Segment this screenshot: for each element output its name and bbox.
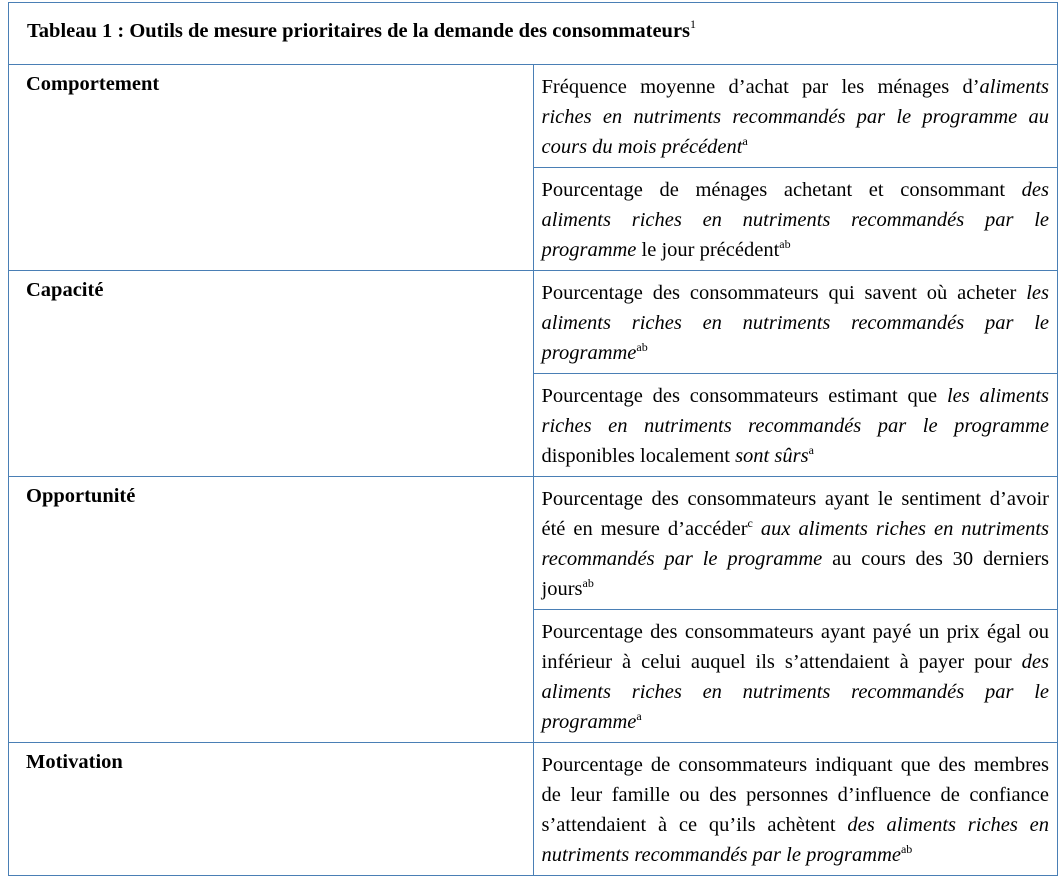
indicator-cell	[533, 477, 1058, 610]
category-motivation: Motivation	[9, 743, 534, 876]
indicator-text: Pourcentage des consommateurs qui savent où acheter	[541, 282, 1027, 304]
indicator-footnote: ab	[900, 842, 913, 856]
table-row	[9, 477, 1058, 610]
indicator-italic-text: des aliments riches en nutriments recommandés par le programme	[541, 814, 1050, 866]
table-row	[9, 271, 1058, 374]
indicator-text: le jour précédent	[636, 239, 780, 261]
table-row	[9, 65, 1058, 168]
indicator-footnote: ab	[582, 576, 594, 590]
indicator-footnote: ab	[779, 237, 791, 251]
category-comportement: Comportement	[9, 65, 534, 271]
indicator-italic-text: aliments riches en nutriments recommandés par le programme au cours du mois précédent	[541, 76, 1049, 158]
indicator-italic-text: les aliments riches en nutriments recommandés par le programme	[541, 385, 1049, 437]
indicator-cell	[533, 168, 1058, 271]
indicator-text: Pourcentage de ménages achetant et consommant	[541, 179, 1022, 201]
indicator-text: Pourcentage des consommateurs estimant que	[541, 385, 947, 407]
category-capacite: Capacité	[9, 271, 534, 477]
indicator-text	[753, 518, 761, 540]
indicator-cell	[533, 271, 1058, 374]
demand-measurement-table	[8, 2, 1058, 876]
indicator-text: disponibles localement	[541, 445, 736, 467]
indicator-footnote: c	[747, 516, 753, 530]
indicator-italic-text: des aliments riches en nutriments recommandés par le programme	[541, 179, 1049, 261]
table-title-footnote: 1	[690, 17, 697, 31]
indicator-italic-text: sont sûrs	[735, 445, 809, 467]
indicator-cell	[533, 374, 1058, 477]
table-title-cell	[9, 3, 1058, 65]
indicator-footnote: ab	[636, 340, 648, 354]
table-title-row	[9, 3, 1058, 65]
category-opportunite: Opportunité	[9, 477, 534, 743]
indicator-cell	[533, 743, 1058, 876]
indicator-footnote: a	[742, 134, 748, 148]
indicator-text: au cours des 30 derniers jours	[541, 548, 1049, 600]
indicator-text: Fréquence moyenne d’achat par les ménages d’	[541, 76, 980, 98]
indicator-cell	[533, 610, 1058, 743]
indicator-text: Pourcentage des consommateurs ayant payé un prix égal ou inférieur à celui auquel ils s’attendaient à payer pour	[541, 621, 1049, 673]
indicator-text: Pourcentage de consommateurs indiquant que des membres de leur famille ou des personnes d’influence de confiance s’attendaient à ce qu’ils achètent	[541, 754, 1049, 836]
indicator-footnote: a	[636, 709, 642, 723]
indicator-footnote: a	[808, 443, 814, 457]
indicator-cell	[533, 65, 1058, 168]
indicator-italic-text: les aliments riches en nutriments recommandés par le programme	[541, 282, 1049, 364]
table-row	[9, 743, 1058, 876]
indicator-text: Pourcentage des consommateurs ayant le sentiment d’avoir été en mesure d’accéder	[541, 488, 1049, 540]
indicator-italic-text: des aliments riches en nutriments recommandés par le programme	[541, 651, 1049, 733]
indicator-italic-text: aux aliments riches en nutriments recommandés par le programme	[541, 518, 1049, 570]
table-title: Tableau 1 : Outils de mesure prioritaires de la demande des consommateurs	[27, 20, 691, 42]
